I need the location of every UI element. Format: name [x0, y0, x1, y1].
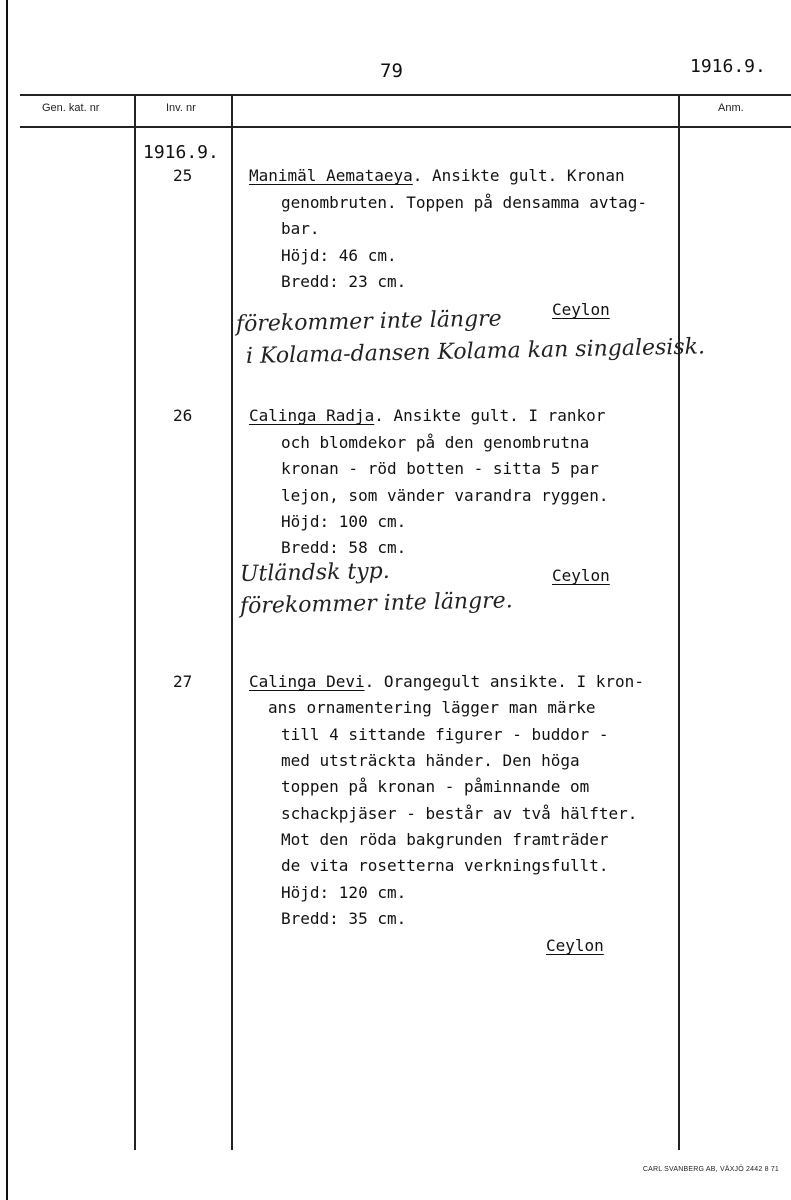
height-line: Höjd: 100 cm.: [281, 512, 407, 531]
left-margin-rule: [6, 0, 8, 1200]
description-line: . Orangegult ansikte. I kron-: [364, 672, 644, 691]
mask-name: Manimäl Aemataeya: [249, 166, 413, 185]
width-line: Bredd: 58 cm.: [281, 538, 407, 557]
description-line: ans ornamentering lägger man märke: [268, 698, 596, 717]
origin-label: Ceylon: [546, 936, 604, 955]
description-line: och blomdekor på den genombrutna: [281, 433, 590, 452]
column-divider-inv-text: [231, 94, 233, 1150]
inventory-number: 27: [173, 672, 193, 691]
origin-label: Ceylon: [552, 300, 610, 319]
description-line: . Ansikte gult. I rankor: [374, 406, 606, 425]
handwritten-note: förekommer inte längre.: [239, 588, 513, 619]
description-line: bar.: [281, 219, 320, 238]
description-line: lejon, som vänder varandra ryggen.: [281, 486, 609, 505]
origin-label: Ceylon: [552, 566, 610, 585]
description-line: med utsträckta händer. Den höga: [281, 751, 580, 770]
column-header-gen-kat-nr: Gen. kat. nr: [42, 102, 100, 114]
description-line: schackpjäser - består av två hälfter.: [281, 804, 638, 823]
entry-first-line: [249, 163, 625, 189]
inventory-number: 25: [173, 166, 193, 185]
column-header-inv-nr: Inv. nr: [166, 102, 196, 114]
printer-imprint: CARL SVANBERG AB, VÄXJÖ 2442 8 71: [642, 1166, 779, 1173]
height-line: Höjd: 46 cm.: [281, 246, 397, 265]
mask-name: Calinga Devi: [249, 672, 365, 691]
handwritten-note: förekommer inte längre: [235, 306, 502, 337]
header-bottom-rule: [20, 126, 791, 128]
page-number: 79: [380, 60, 403, 82]
entry-first-line: [249, 403, 605, 429]
column-divider-text-anm: [678, 94, 680, 1150]
description-line: toppen på kronan - påminnande om: [281, 777, 590, 796]
entry-date: 1916.9.: [143, 142, 219, 163]
description-line: Mot den röda bakgrunden framträder: [281, 830, 609, 849]
corner-date: 1916.9.: [690, 56, 766, 77]
mask-name: Calinga Radja: [249, 406, 375, 425]
width-line: Bredd: 35 cm.: [281, 909, 407, 928]
header-top-rule: [20, 94, 791, 96]
entry-first-line: [249, 669, 644, 695]
description-line: till 4 sittande figurer - buddor -: [281, 725, 609, 744]
inventory-number: 26: [173, 406, 193, 425]
column-divider-gen-inv: [134, 94, 136, 1150]
description-line: . Ansikte gult. Kronan: [412, 166, 625, 185]
height-line: Höjd: 120 cm.: [281, 883, 407, 902]
column-header-anm: Anm.: [718, 102, 744, 114]
width-line: Bredd: 23 cm.: [281, 272, 407, 291]
description-line: genombruten. Toppen på densamma avtag-: [281, 193, 648, 212]
handwritten-note: i Kolama-dansen Kolama kan singalesisk.: [245, 334, 706, 369]
handwritten-note: Utländsk typ.: [239, 558, 390, 587]
description-line: de vita rosetterna verkningsfullt.: [281, 856, 609, 875]
description-line: kronan - röd botten - sitta 5 par: [281, 459, 599, 478]
